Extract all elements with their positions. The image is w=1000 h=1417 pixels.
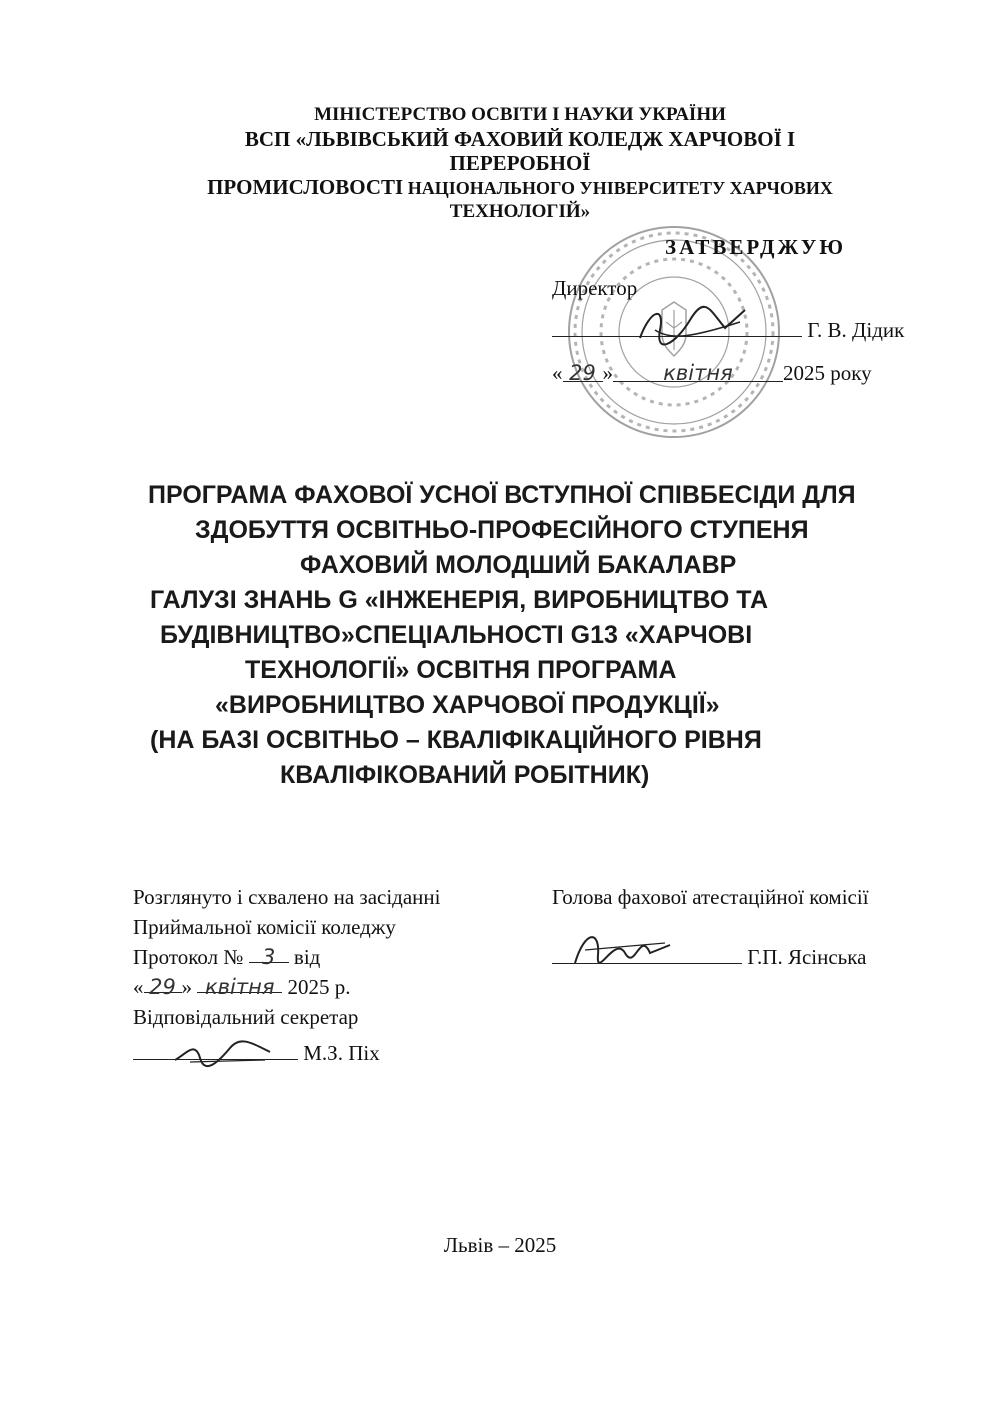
protocol-number: 3 (249, 942, 289, 963)
secretary-role: Відповідальний секретар (133, 1005, 359, 1029)
approval-role: Директор (552, 276, 638, 300)
title-line: ТЕХНОЛОГІЇ» ОСВІТНЯ ПРОГРАМА (245, 656, 677, 684)
committee-date: « 29 » квітня 2025 р. (133, 972, 440, 1002)
approval-day: 29 (563, 361, 603, 382)
title-line: «ВИРОБНИЦТВО ХАРЧОВОЇ ПРОДУКЦІЇ» (215, 691, 720, 719)
committee-line: Розглянуто і схвалено на засіданні (133, 885, 441, 909)
title-line: (НА БАЗІ ОСВІТНЬО – КВАЛІФІКАЦІЙНОГО РІВНЯ (150, 726, 762, 754)
title-line: ГАЛУЗІ ЗНАНЬ G «ІНЖЕНЕРІЯ, ВИРОБНИЦТВО ТА (150, 586, 769, 614)
college-line: ВСП «ЛЬВІВСЬКИЙ ФАХОВИЙ КОЛЕДЖ ХАРЧОВОЇ І ПЕРЕРОБНОЇ (244, 127, 796, 175)
ministry-header (200, 103, 840, 224)
attestation-name: Г.П. Ясінська (742, 945, 867, 969)
title-line: БУДІВНИЦТВО»СПЕЦІАЛЬНОСТІ G13 «ХАРЧОВІ (160, 621, 753, 649)
attestation-role: Голова фахової атестаційної комісії (552, 885, 869, 909)
approval-date: « 29 » квітня 2025 року (552, 361, 872, 385)
ministry-line: МІНІСТЕРСТВО ОСВІТИ І НАУКИ УКРАЇНИ (314, 104, 726, 125)
committee-month: квітня (197, 972, 282, 993)
title-line: ЗДОБУТТЯ ОСВІТНЬО-ПРОФЕСІЙНОГО СТУПЕНЯ (195, 516, 809, 544)
city-year: Львів – 2025 (443, 1233, 557, 1257)
committee-day: 29 (144, 972, 182, 993)
protocol-line: Протокол № 3 від (133, 942, 440, 972)
attestation-signature-icon (570, 925, 680, 970)
director-name: Г. В. Дідик (807, 318, 905, 342)
title-line: ФАХОВИЙ МОЛОДШИЙ БАКАЛАВР (300, 551, 737, 579)
committee-line: Приймальної комісії коледжу (133, 915, 396, 939)
secretary-signature-icon (170, 1030, 280, 1070)
approval-title: ЗАТВЕРДЖУЮ (665, 235, 846, 259)
approval-month: квітня (613, 361, 783, 382)
college-line-4: ТЕХНОЛОГІЙ» (449, 201, 591, 222)
title-line: КВАЛІФІКОВАНИЙ РОБІТНИК) (280, 761, 650, 789)
college-line-3: ПРОМИСЛОВОСТІ НАЦІОНАЛЬНОГО УНІВЕРСИТЕТУ ХАРЧОВИХ (207, 175, 833, 199)
approval-year: 2025 року (783, 361, 872, 385)
director-signature-icon (630, 300, 750, 350)
title-line: ПРОГРАМА ФАХОВОЇ УСНОЇ ВСТУПНОЇ СПІВБЕСІДИ ДЛЯ (148, 481, 856, 509)
secretary-name: М.З. Піх (298, 1041, 380, 1065)
